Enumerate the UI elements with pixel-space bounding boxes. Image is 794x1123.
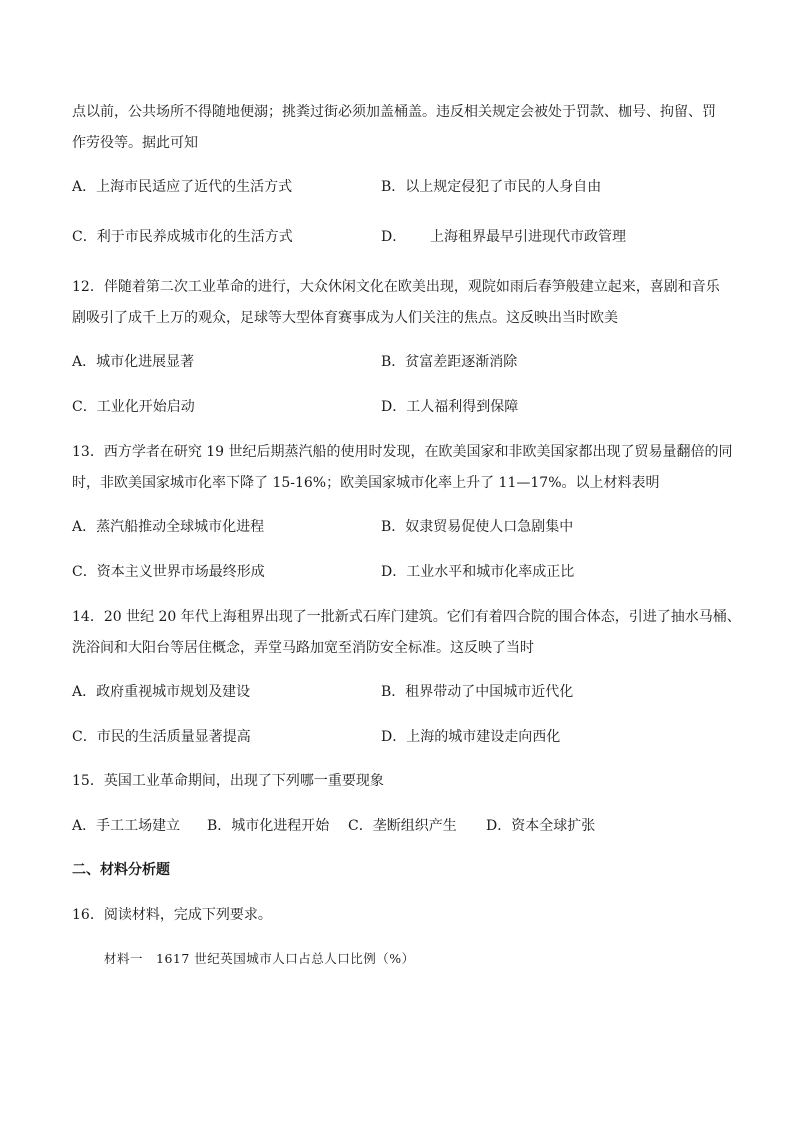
q11-option-a: A．上海市民适应了近代的生活方式 — [72, 179, 293, 195]
q14-option-c: C．市民的生活质量显著提高 — [72, 729, 251, 745]
q11-stem-line2: 作劳役等。据此可知 — [72, 135, 198, 151]
q13-option-d: D．工业水平和城市化率成正比 — [381, 564, 575, 580]
material-1-caption: 材料一 1617 世纪英国城市人口占总人口比例（%） — [104, 951, 415, 966]
q15-option-a: A．手工工场建立 — [72, 818, 181, 834]
q12-option-a: A．城市化进展显著 — [72, 354, 195, 370]
q11-option-d-text: 上海租界最早引进现代市政管理 — [430, 229, 626, 245]
q14-stem-line1: 14．20 世纪 20 年代上海租界出现了一批新式石库门建筑。它们有着四合院的围合体态，引进了抽水马桶、 — [72, 609, 741, 625]
q15-stem: 15．英国工业革命期间，出现了下列哪一重要现象 — [72, 773, 384, 789]
q15-option-d: D．资本全球扩张 — [486, 818, 596, 834]
q12-option-b: B．贫富差距逐渐消除 — [381, 354, 518, 370]
q16-stem: 16．阅读材料，完成下列要求。 — [72, 907, 272, 923]
q12-stem-line1: 12．伴随着第二次工业革命的进行，大众休闲文化在欧美出现，观院如雨后春笋般建立起来，喜剧和音乐 — [72, 279, 720, 295]
q15-option-c: C．垄断组织产生 — [348, 818, 457, 834]
q12-stem-line2: 剧吸引了成千上万的观众，足球等大型体育赛事成为人们关注的焦点。这反映出当时欧美 — [72, 310, 618, 326]
q11-stem-line1: 点以前，公共场所不得随地便溺；挑粪过街必须加盖桶盖。违反相关规定会被处于罚款、枷号、拘留、罚 — [72, 104, 716, 120]
q12-option-d: D．工人福利得到保障 — [381, 399, 519, 415]
q11-option-c: C．利于市民养成城市化的生活方式 — [72, 229, 293, 245]
q15-option-b: B．城市化进程开始 — [207, 818, 330, 834]
q13-stem-line2: 时，非欧美国家城市化率下降了 15-16%；欧美国家城市化率上升了 11—17%。以上材料表明 — [72, 475, 660, 491]
q11-option-b: B．以上规定侵犯了市民的人身自由 — [381, 179, 602, 195]
q13-stem-line1: 13．西方学者在研究 19 世纪后期蒸汽船的使用时发现，在欧美国家和非欧美国家都出现了贸易量翻倍的同 — [72, 444, 733, 460]
q13-option-b: B．奴隶贸易促使人口急剧集中 — [381, 519, 574, 535]
q12-option-c: C．工业化开始启动 — [72, 399, 195, 415]
q13-option-c: C．资本主义世界市场最终形成 — [72, 564, 265, 580]
q14-stem-line2: 洗浴间和大阳台等居住概念，弄堂马路加宽至消防安全标准。这反映了当时 — [72, 640, 534, 656]
section-heading: 二、材料分析题 — [72, 862, 170, 878]
q14-option-d: D．上海的城市建设走向西化 — [381, 729, 561, 745]
q13-option-a: A．蒸汽船推动全球城市化进程 — [72, 519, 265, 535]
q14-option-a: A．政府重视城市规划及建设 — [72, 684, 251, 700]
q11-option-d-label: D． — [381, 229, 407, 245]
q14-option-b: B．租界带动了中国城市近代化 — [381, 684, 574, 700]
